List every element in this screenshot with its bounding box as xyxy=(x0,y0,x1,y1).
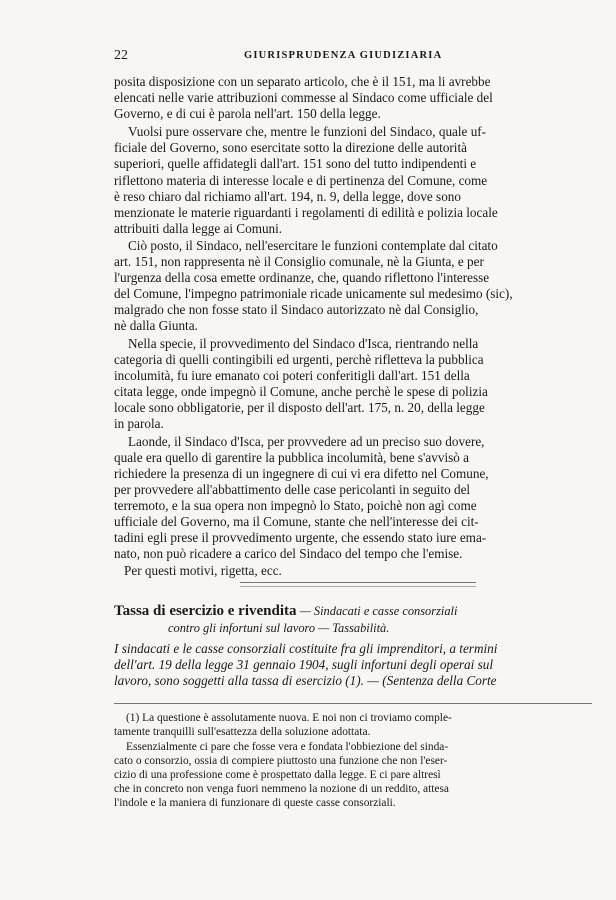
body-line: locale sono obbligatorie, per il disposto dell'art. 175, n. 20, della legge xyxy=(114,400,485,415)
footnote-line: (1) La questione è assolutamente nuova. E noi non ci troviamo comple- xyxy=(126,712,452,724)
footnote-line: Essenzialmente ci pare che fosse vera e fondata l'obbiezione del sinda- xyxy=(126,741,449,753)
body-line: Ciò posto, il Sindaco, nell'esercitare le funzioni contemplate dal citato xyxy=(128,238,498,253)
running-header xyxy=(114,48,594,66)
footnote-line: l'indole e la maniera di funzionare di queste casse consorziali. xyxy=(114,797,396,809)
body-line: categoria di quelli contingibili ed urgenti, perchè rifletteva la pubblica xyxy=(114,352,484,367)
maxim-line: lavoro, sono soggetti alla tassa di esercizio (1). — (Sentenza della Corte xyxy=(114,673,497,688)
section-separator xyxy=(240,582,476,583)
section-heading xyxy=(114,603,592,619)
footnote-line: che in concreto non venga fuori nemmeno la nozione di un reddito, attesa xyxy=(114,783,449,795)
body-line: malgrado che non fosse stato il Sindaco autorizzato nè dal Consiglio, xyxy=(114,302,479,317)
section-heading-subtitle: — Sindacati e casse consorziali xyxy=(299,604,458,618)
body-line: l'urgenza della cosa emette ordinanze, che, quando riflettono l'interesse xyxy=(114,270,490,285)
body-line: Governo, e di cui è parola nell'art. 150 della legge. xyxy=(114,106,381,121)
section-separator-double xyxy=(240,586,476,587)
maxim-line: dell'art. 19 della legge 31 gennaio 1904, sugli infortuni degli operai sul xyxy=(114,657,494,672)
body-line: Per questi motivi, rigetta, ecc. xyxy=(124,563,282,578)
body-line: Vuolsi pure osservare che, mentre le funzioni del Sindaco, quale uf- xyxy=(128,124,487,139)
body-line: quale era quello di garentire la pubblica incolumità, bene s'avvisò a xyxy=(114,450,470,465)
body-line: per provvedere all'abbattimento delle case pericolanti in seguito del xyxy=(114,482,471,497)
footnote-line: tamente tranquilli sull'esattezza della soluzione adottata. xyxy=(114,726,371,738)
body-line: elencati nelle varie attribuzioni commesse al Sindaco come ufficiale del xyxy=(114,90,493,105)
section-heading-line2: contro gli infortuni sul lavoro — Tassabilità. xyxy=(168,621,390,635)
body-line: Laonde, il Sindaco d'Isca, per provvedere ad un preciso suo dovere, xyxy=(128,434,485,449)
body-line: posita disposizione con un separato articolo, che è il 151, ma li avrebbe xyxy=(114,74,491,89)
body-line: incolumità, fu iure emanato coi poteri conferitigli dall'art. 151 della xyxy=(114,368,470,383)
body-line: citata legge, onde impegnò il Comune, anche perchè le spese di polizia xyxy=(114,384,488,399)
body-line: nato, non può ricadere a carico del Sindaco del tempo che l'emise. xyxy=(114,546,463,561)
body-line: nè dalla Giunta. xyxy=(114,318,198,333)
footnote-rule xyxy=(114,703,592,704)
section-heading-title: Tassa di esercizio e rivendita xyxy=(114,603,297,619)
footnote-line: cato o consorzio, ossia di compiere piuttosto una funzione che non l'eser- xyxy=(114,755,448,767)
body-line: Nella specie, il provvedimento del Sindaco d'Isca, rientrando nella xyxy=(128,336,479,351)
body-line: ufficiale del Governo, ma il Comune, stante che nell'interesse dei cit- xyxy=(114,514,479,529)
body-line: richiedere la presenza di un ingegnere di cui vi era difetto nel Comune, xyxy=(114,466,489,481)
body-line: superiori, quelle affidategli dall'art. 151 sono del tutto indipendenti e xyxy=(114,156,477,171)
body-line: è reso chiaro dal richiamo all'art. 194, n. 9, della legge, dove sono xyxy=(114,189,461,204)
maxim-line: I sindacati e le casse consorziali costituite fra gli imprenditori, a termini xyxy=(114,641,498,656)
body-line: terremoto, e la sua opera non impegnò lo Stato, poichè non agì come xyxy=(114,498,477,513)
body-line: tadini egli prese il provvedimento urgente, che essendo stato iure ema- xyxy=(114,530,487,545)
body-line: in parola. xyxy=(114,416,164,431)
running-title: GIURISPRUDENZA GIUDIZIARIA xyxy=(244,50,443,61)
body-line: menzionate le materie riguardanti i regolamenti di edilità e polizia locale xyxy=(114,205,498,220)
body-line: art. 151, non rappresenta nè il Consiglio comunale, nè la Giunta, e per xyxy=(114,254,484,269)
body-line: riflettono materia di interesse locale e di pertinenza del Comune, come xyxy=(114,173,488,188)
page-number: 22 xyxy=(114,48,128,63)
body-line: del Comune, l'impegno patrimoniale ricade unicamente sul medesimo (sic), xyxy=(114,286,513,301)
footnote-line: cizio di una professione come è prospettato dalla legge. E ci pare altresì xyxy=(114,769,441,781)
body-line: attribuiti dalla legge ai Comuni. xyxy=(114,221,283,236)
body-line: ficiale del Governo, sono esercitate sotto la direzione delle autorità xyxy=(114,140,467,155)
